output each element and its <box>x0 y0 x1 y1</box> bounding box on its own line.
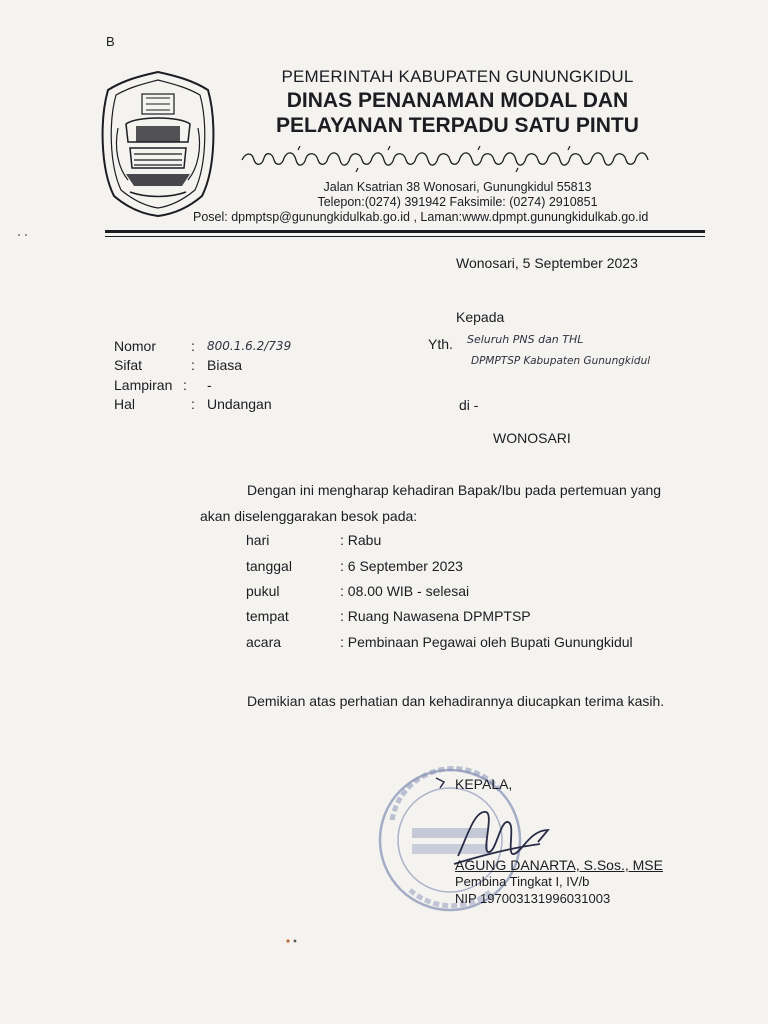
detail-value-acara: : Pembinaan Pegawai oleh Bupati Gunungkidul <box>340 634 633 650</box>
speck-marks-icon <box>285 938 299 944</box>
header-government: PEMERINTAH KABUPATEN GUNUNGKIDUL <box>281 67 634 86</box>
header-agency-line2: PELAYANAN TERPADU SATU PINTU <box>276 114 639 137</box>
meta-colon: : <box>183 377 187 393</box>
meta-colon: : <box>191 396 195 412</box>
meta-label-nomor: Nomor <box>114 338 157 354</box>
regency-emblem-icon <box>96 68 220 218</box>
recipient-name-line1: Seluruh PNS dan THL <box>467 333 584 346</box>
meta-value-hal: Undangan <box>207 396 272 412</box>
speck-marks-icon <box>16 232 30 238</box>
detail-value-tanggal: : 6 September 2023 <box>340 558 463 574</box>
meta-label-hal: Hal <box>114 396 136 412</box>
signatory-name: AGUNG DANARTA, S.Sos., MSE <box>455 857 663 873</box>
recipient-name-line2: DPMPTSP Kabupaten Gunungkidul <box>471 355 651 367</box>
meta-label-lampiran: Lampiran <box>114 377 173 393</box>
recipient-di: di - <box>459 397 479 413</box>
recipient-kepada: Kepada <box>456 309 505 325</box>
detail-label-tanggal: tanggal <box>246 558 292 574</box>
meta-colon: : <box>191 338 195 354</box>
signature-title: KEPALA, <box>455 776 513 792</box>
corner-mark: B <box>106 34 115 49</box>
detail-value-tempat: : Ruang Nawasena DPMPTSP <box>340 608 531 624</box>
header-address: Jalan Ksatrian 38 Wonosari, Gunungkidul 55813 <box>323 180 592 194</box>
meta-value-sifat: Biasa <box>207 357 243 373</box>
recipient-yth: Yth. <box>428 336 453 352</box>
body-paragraph-line1: Dengan ini mengharap kehadiran Bapak/Ibu pada pertemuan yang <box>247 482 662 498</box>
meta-label-sifat: Sifat <box>114 357 143 373</box>
detail-label-hari: hari <box>246 532 270 548</box>
javanese-script-line-icon <box>238 146 658 172</box>
detail-label-tempat: tempat <box>246 608 289 624</box>
signatory-nip: NIP 197003131996031003 <box>455 891 611 906</box>
signatory-rank: Pembina Tingkat I, IV/b <box>455 874 590 889</box>
header-phone: Telepon:(0274) 391942 Faksimile: (0274) 2910851 <box>317 195 598 209</box>
meta-colon: : <box>191 357 195 373</box>
header-rule-thin <box>105 236 705 237</box>
recipient-city: WONOSARI <box>493 430 571 446</box>
closing-paragraph: Demikian atas perhatian dan kehadirannya diucapkan terima kasih. <box>247 693 665 709</box>
header-agency-line1: DINAS PENANAMAN MODAL DAN <box>286 89 629 112</box>
detail-label-acara: acara <box>246 634 282 650</box>
header-email-web: Posel: dpmptsp@gunungkidulkab.go.id , Laman:www.dpmpt.gunungkidulkab.go.id <box>193 210 649 224</box>
header-rule-thick <box>105 230 705 233</box>
detail-label-pukul: pukul <box>246 583 280 599</box>
detail-value-hari: : Rabu <box>340 532 382 548</box>
detail-value-pukul: : 08.00 WIB - selesai <box>340 583 470 599</box>
letter-date: Wonosari, 5 September 2023 <box>456 255 638 271</box>
body-paragraph-line2: akan diselenggarakan besok pada: <box>200 508 418 524</box>
meta-value-nomor: 800.1.6.2/739 <box>207 339 292 353</box>
meta-value-lampiran: - <box>207 377 212 393</box>
